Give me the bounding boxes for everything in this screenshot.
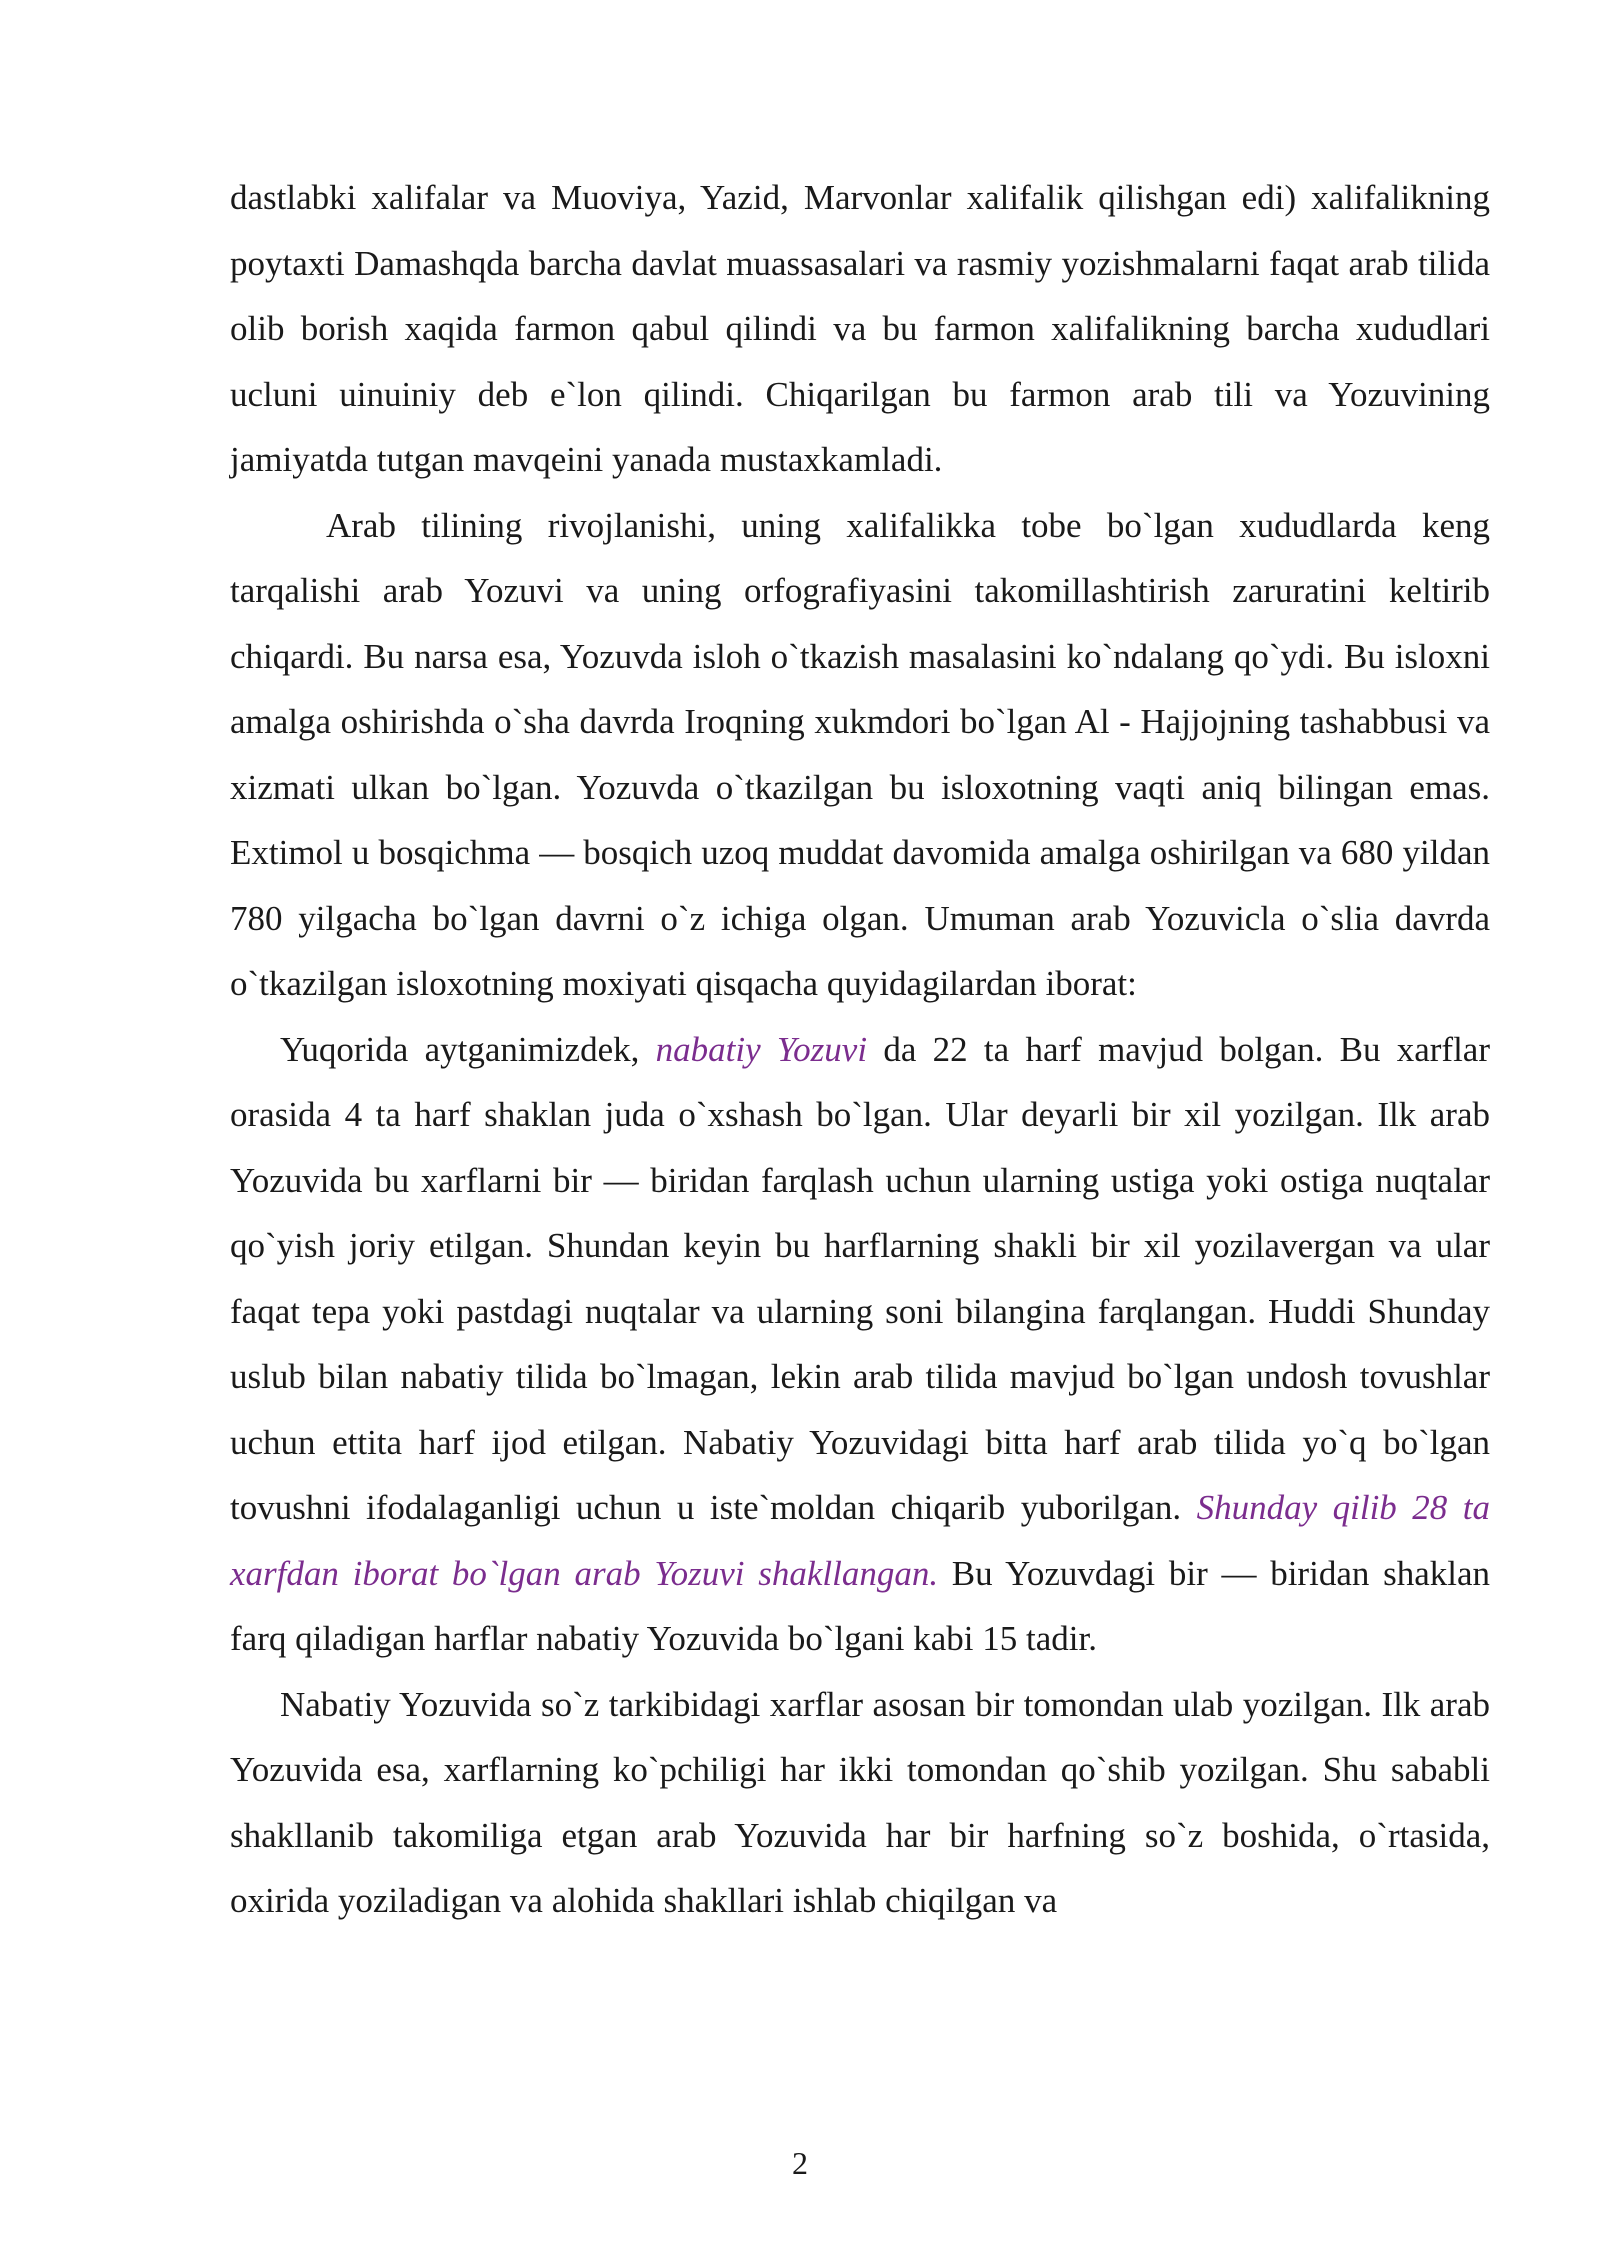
paragraph-3 bbox=[230, 1017, 1490, 1672]
paragraph-1: dastlabki xalifalar va Muoviya, Yazid, Marvonlar xalifalik qilishgan edi) xalifalikning poytaxti Damashqda barcha davlat muassasalari va rasmiy yozishmalarni faqat arab tilida olib borish xaqida farmon qabul qilindi va bu farmon xalifalikning barcha xududlari ucluni uinuiniy deb e`lon qilindi. Chiqarilgan bu farmon arab tili va Yozuvining jamiyatda tutgan mavqeini yanada mustaxkamladi. bbox=[230, 178, 1490, 479]
paragraph-3-text-a: Yuqorida aytganimizdek, bbox=[280, 1029, 656, 1069]
highlight-nabatiy-yozuvi: nabatiy Yozuvi bbox=[655, 1029, 868, 1069]
page-number: 2 bbox=[792, 2145, 808, 2181]
paragraph-4: Nabatiy Yozuvida so`z tarkibidagi xarflar asosan bir tomondan ulab yozilgan. Ilk arab Yozuvida esa, xarflarning ko`pchiligi har ikki tomondan qo`shib yozilgan. Shu sababli shakllanib takomiliga etgan arab Yozuvida har bir harfning so`z boshida, o`rtasida, oxirida yoziladigan va alohida shakllari ishlab chiqilgan va bbox=[230, 1684, 1490, 1920]
paragraph-2: Arab tilining rivojlanishi, uning xalifalikka tobe bo`lgan xududlarda keng tarqalishi arab Yozuvi va uning orfografiyasini takomillashtirish zaruratini keltirib chiqardi. Bu narsa esa, Yozuvda isloh o`tkazish masalasini ko`ndalang qo`ydi. Bu isloxni amalga oshirishda o`sha davrda Iroqning xukmdori bo`lgan Al - Hajjojning tashabbusi va xizmati ulkan bo`lgan. Yozuvda o`tkazilgan bu isloxotning vaqti aniq bilingan emas. Extimol u bosqichma — bosqich uzoq muddat davomida amalga oshirilgan va 680 yildan 780 yilgacha bo`lgan davrni o`z ichiga olgan. Umuman arab Yozuvicla o`slia davrda o`tkazilgan isloxotning moxiyati qisqacha quyidagilardan iborat: bbox=[230, 505, 1490, 1003]
paragraph-3-text-c: Bu Yozuvdagi bir — biridan shaklan farq qiladigan harflar nabatiy Yozuvida bo`lgani kabi 15 tadir. bbox=[230, 1553, 1490, 1658]
highlight-28-letters: Shunday qilib 28 ta xarfdan iborat bo`lgan arab Yozuvi shakllangan. bbox=[230, 1488, 1490, 1593]
paragraph-3-text-b: da 22 ta harf mavjud bolgan. Bu xarflar orasida 4 ta harf shaklan juda o`xshash bo`lgan. Ular deyarli bir xil yozilgan. Ilk arab Yozuvida bu xarflarni bir — biridan farqlash uchun ularning ustiga yoki ostiga nuqtalar qo`yish joriy etilgan. Shundan keyin bu harflarning shakli bir xil yozilavergan va ular faqat tepa yoki pastdagi nuqtalar va ularning soni bilangina farqlangan. Huddi Shunday uslub bilan nabatiy tilida bo`lmagan, lekin arab tilida mavjud bo`lgan undosh tovushlar uchun ettita harf ijod etilgan. Nabatiy Yozuvidagi bitta harf arab tilida yo`q bo`lgan tovushni ifodalaganligi uchun u iste`moldan chiqarib yuborilgan. bbox=[230, 1029, 1490, 1527]
page-body bbox=[230, 165, 1490, 1934]
